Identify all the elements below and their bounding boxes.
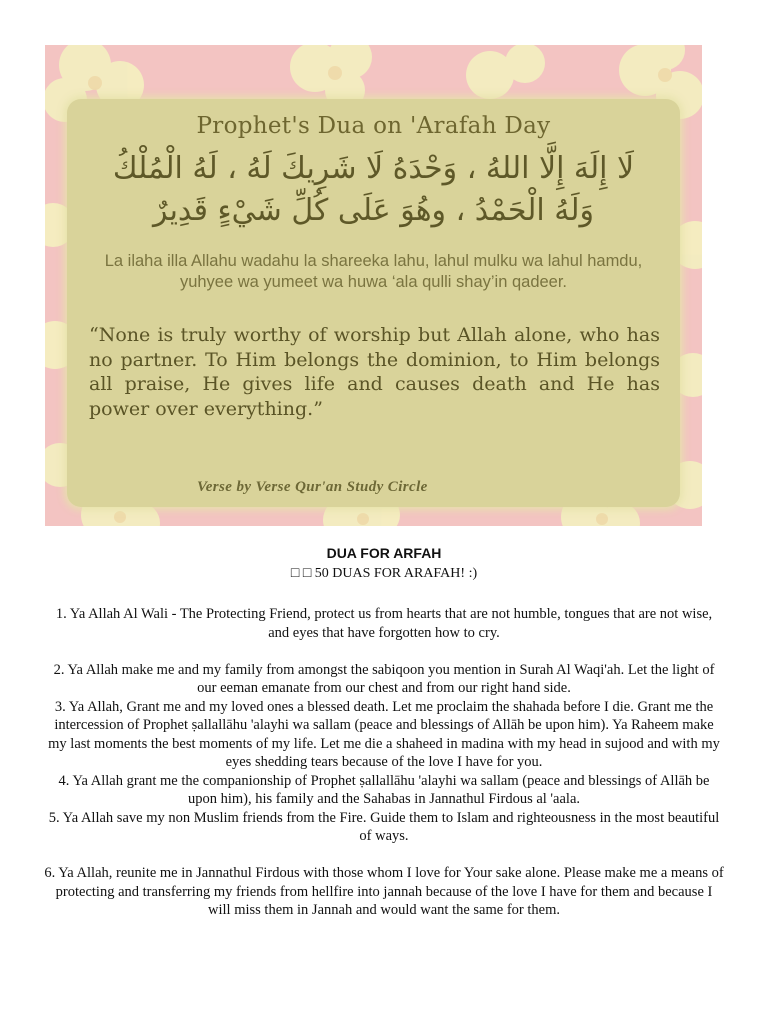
dua-poster-image xyxy=(45,45,702,526)
arabic-text-line-2: وَلَهُ الْحَمْدُ ، وهُوَ عَلَى كُلِّ شَيْءٍ قَدِيرٌ xyxy=(153,193,594,228)
dua-item: 6. Ya Allah, reunite me in Jannathul Firdous with those whom I love for Your sake alone. Please make me a means of protecting and transferring my friends from hellfire into jannah because of the love I have for them and because I will miss them in Jannah and would want the same for them. xyxy=(44,865,724,918)
document-title: DUA FOR ARFAH xyxy=(326,545,442,561)
poster-credit: Verse by Verse Qur'an Study Circle xyxy=(197,479,428,495)
transliteration-text: La ilaha illa Allahu wadahu la shareeka lahu, lahul mulku wa lahul hamdu, yuhyee wa yumeet wa huwa ‘ala qulli shay’in qadeer. xyxy=(104,252,643,291)
translation-quote: “None is truly worthy of worship but Allah alone, who has no partner. To Him belongs the dominion, to Him belongs all praise, He gives life and causes death and He has power over everything.” xyxy=(89,324,660,420)
subtitle-text: 50 DUAS FOR ARAFAH! :) xyxy=(311,566,478,581)
dua-panel xyxy=(67,99,680,507)
document-subtitle xyxy=(0,566,768,582)
dua-item: 4. Ya Allah grant me the companionship of Prophet ṣallallāhu 'alayhi wa sallam (peace and blessings of Allāh be upon him), his family and the Sahabas in Jannathul Firdous al 'aala. xyxy=(58,772,710,807)
dua-item: 5. Ya Allah save my non Muslim friends from the Fire. Guide them to Islam and righteousness in the most beautiful of ways. xyxy=(48,809,720,844)
missing-glyph-icon: □ □ xyxy=(290,566,312,581)
dua-item: 2. Ya Allah make me and my family from amongst the sabiqoon you mention in Surah Al Waqi'ah. Let the light of our eeman emanate from our chest and from our right hand side. xyxy=(53,661,715,696)
dua-item: 3. Ya Allah, Grant me and my loved ones a blessed death. Let me proclaim the shahada before I die. Grant me the intercession of Prophet ṣallallāhu 'alayhi wa sallam (peace and blessings of Allāh be upon him). Ya Raheem make my last moments the best moments of my life. Let me die a shaheed in madina with my head in sujood and with my eyes shedding tears because of the love I have for you. xyxy=(48,698,720,770)
dua-item: 1. Ya Allah Al Wali - The Protecting Friend, protect us from hearts that are not humble, tongues that are not wise, and eyes that have forgotten how to cry. xyxy=(55,606,713,641)
dua-list xyxy=(44,605,724,920)
poster-title: Prophet's Dua on 'Arafah Day xyxy=(196,113,551,139)
arabic-text-line-1: لَا إِلَهَ إِلَّا اللهُ ، وَحْدَهُ لَا شَرِيكَ لَهُ ، لَهُ الْمُلْكُ xyxy=(112,151,635,186)
